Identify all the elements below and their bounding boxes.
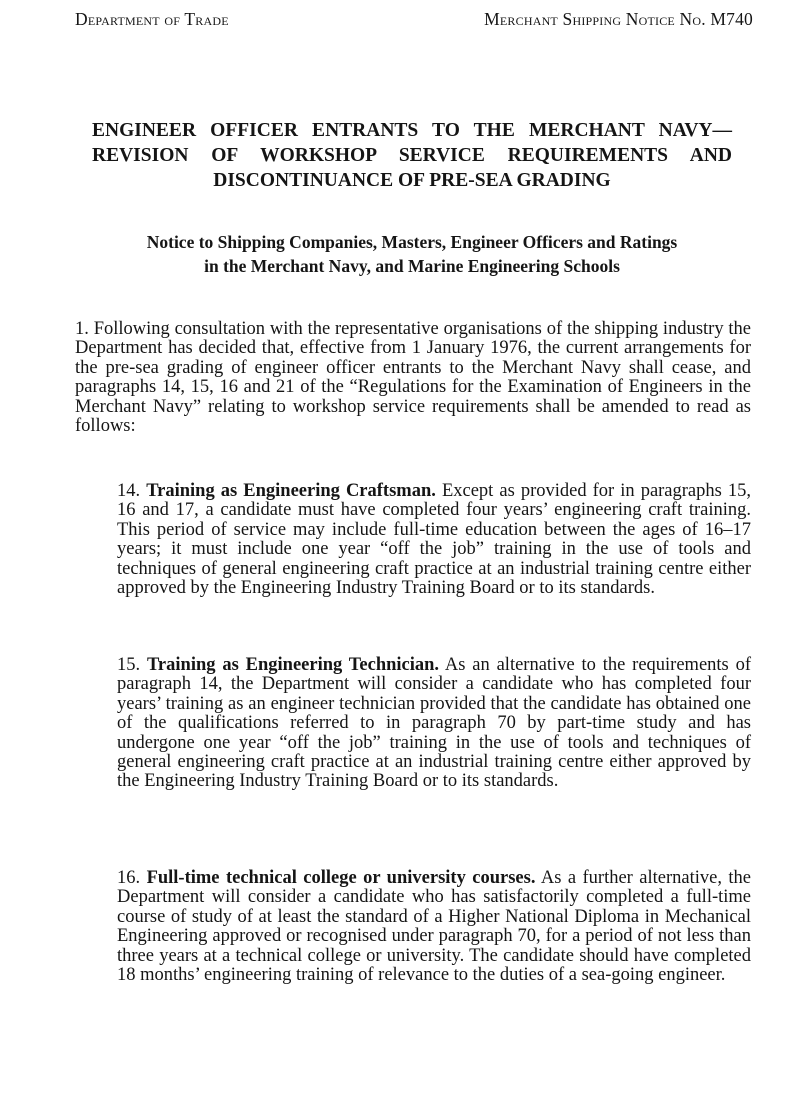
department-name: Department of Trade: [75, 9, 229, 29]
subtitle-line-2: in the Merchant Navy, and Marine Engineering Schools: [204, 256, 620, 276]
paragraph-number: 1.: [75, 319, 89, 339]
paragraph-number: 14.: [117, 481, 141, 501]
paragraph-number: 16.: [117, 868, 141, 888]
paragraph-1: [75, 320, 751, 436]
subtitle-line-1: Notice to Shipping Companies, Masters, Engineer Officers and Ratings: [146, 232, 678, 252]
paragraph-number: 15.: [117, 655, 141, 675]
paragraph-15: [117, 656, 751, 792]
paragraph-text: As a further alternative, the Department will consider a candidate who has satisfactorily completed a full-time course of study of at least the standard of a Higher National Diploma in Mechanical Engineering approved or recognised under paragraph 70, for a period of not less than three years at a technical college or university. The candidate should have completed 18 months’ engineering training of relevance to the duties of a sea-going engineer.: [117, 868, 751, 986]
running-header: [75, 9, 753, 30]
notice-subtitle: [92, 230, 732, 278]
paragraph-heading: Training as Engineering Technician.: [146, 655, 440, 675]
paragraph-14: [117, 482, 751, 598]
paragraph-text: Following consultation with the representative organisations of the shipping industry the Department has decided that, effective from 1 January 1976, the current arrangements for the pre-sea grading of engineer officer entrants to the Merchant Navy shall cease, and paragraphs 14, 15, 16 and 21 of the “Regulations for the Examination of Engineers in the Merchant Navy” relating to workshop service requirements shall be amended to read as follows:: [75, 319, 751, 437]
notice-number: Merchant Shipping Notice No. M740: [484, 9, 753, 29]
notice-title: ENGINEER OFFICER ENTRANTS TO THE MERCHANT NAVY—REVISION OF WORKSHOP SERVICE REQUIREMENTS AND DISCONTINUANCE OF PRE-SEA GRADING: [92, 120, 732, 191]
paragraph-heading: Training as Engineering Craftsman.: [146, 481, 436, 501]
paragraph-text: As an alternative to the requirements of paragraph 14, the Department will consider a candidate who has completed four years’ training as an engineer technician provided that the candidate has obtained one of the qualifications referred to in paragraph 70 by part-time study and has undergone one year “off the job” training in the use of tools and techniques of general engineering craft practice at an industrial training centre either approved by the Engineering Industry Training Board or to its standards.: [117, 655, 751, 792]
paragraph-text: Except as provided for in paragraphs 15, 16 and 17, a candidate must have completed four years’ engineering craft training. This period of service may include full-time education between the ages of 16–17 years; it must include one year “off the job” training in the use of tools and techniques of general engineering craft practice at an industrial training centre either approved by the Engineering Industry Training Board or to its standards.: [117, 481, 752, 599]
paragraph-heading: Full-time technical college or university courses.: [146, 868, 536, 888]
paragraph-16: [117, 869, 751, 985]
